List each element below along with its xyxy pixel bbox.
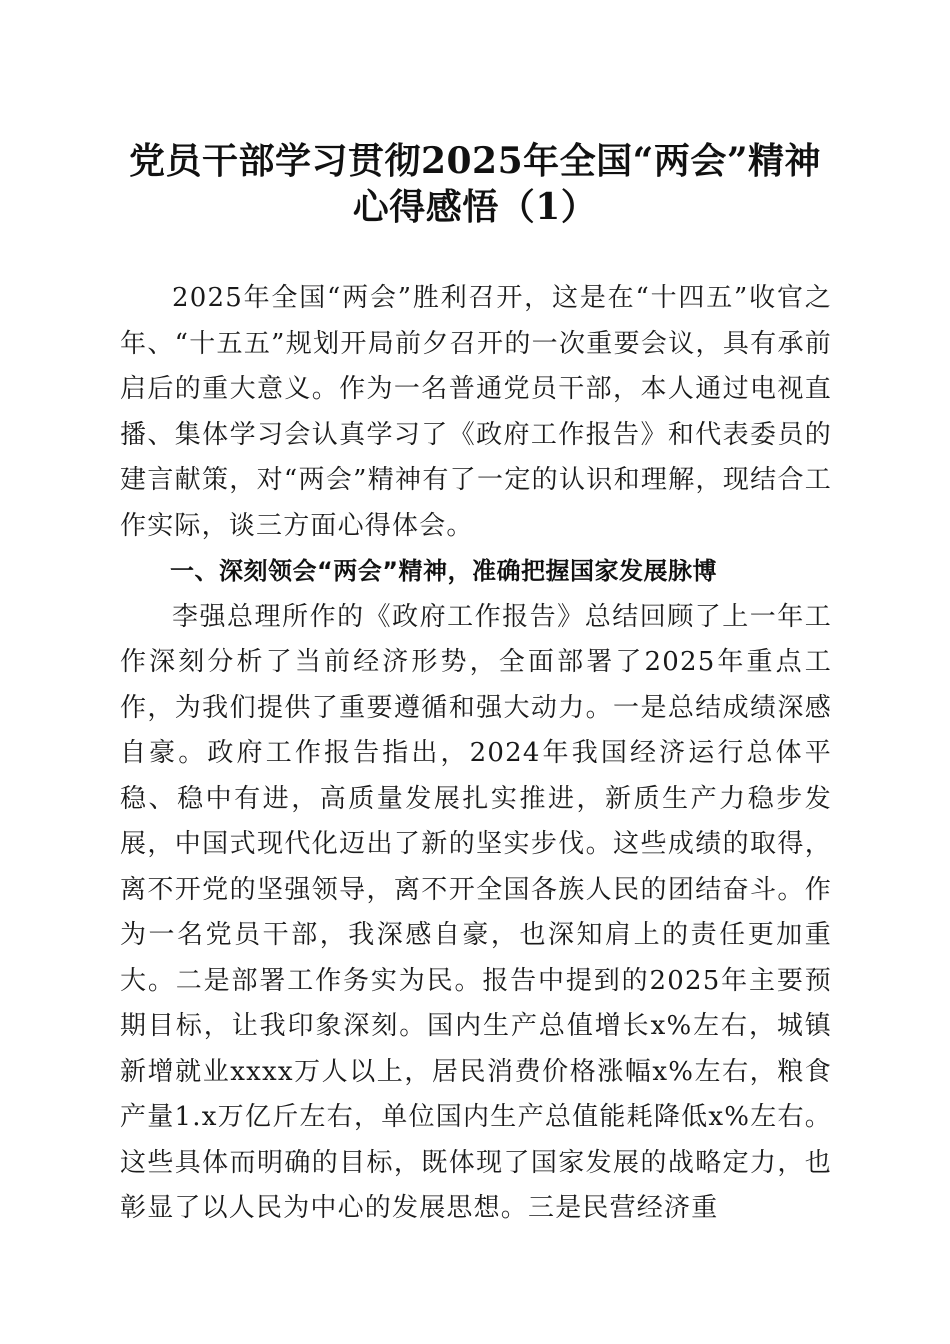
intro-paragraph: 2025年全国“两会”胜利召开，这是在“十四五”收官之年、“十五五”规划开局前夕召开的一次重要会议，具有承前启后的重大意义。作为一名普通党员干部，本人通过电视直播、集体学习会认真学习了《政府工作报告》和代表委员的建言献策，对“两会”精神有了一定的认识和理解，现结合工作实际，谈三方面心得体会。: [120, 283, 832, 541]
section-heading-1: 一、深刻领会“两会”精神，准确把握国家发展脉博: [170, 557, 718, 585]
document-body: [120, 276, 832, 1232]
document-title-line-1: 党员干部学习贯彻2025年全国“两会”精神: [128, 140, 822, 182]
document-title-line-2: 心得感悟（1）: [352, 186, 598, 228]
section-1-paragraph: 李强总理所作的《政府工作报告》总结回顾了上一年工作深刻分析了当前经济形势，全面部署了2025年重点工作，为我们提供了重要遵循和强大动力。一是总结成绩深感自豪。政府工作报告指出，2024年我国经济运行总体平稳、稳中有进，高质量发展扎实推进，新质生产力稳步发展，中国式现代化迈出了新的坚实步伐。这些成绩的取得，离不开党的坚强领导，离不开全国各族人民的团结奋斗。作为一名党员干部，我深感自豪，也深知肩上的责任更加重大。二是部署工作务实为民。报告中提到的2025年主要预期目标，让我印象深刻。国内生产总值增长x%左右，城镇新增就业xxxx万人以上，居民消费价格涨幅x%左右，粮食产量1.x万亿斤左右，单位国内生产总值能耗降低x%左右。这些具体而明确的目标，既体现了国家发展的战略定力，也彰显了以人民为中心的发展思想。三是民营经济重: [120, 601, 832, 1223]
